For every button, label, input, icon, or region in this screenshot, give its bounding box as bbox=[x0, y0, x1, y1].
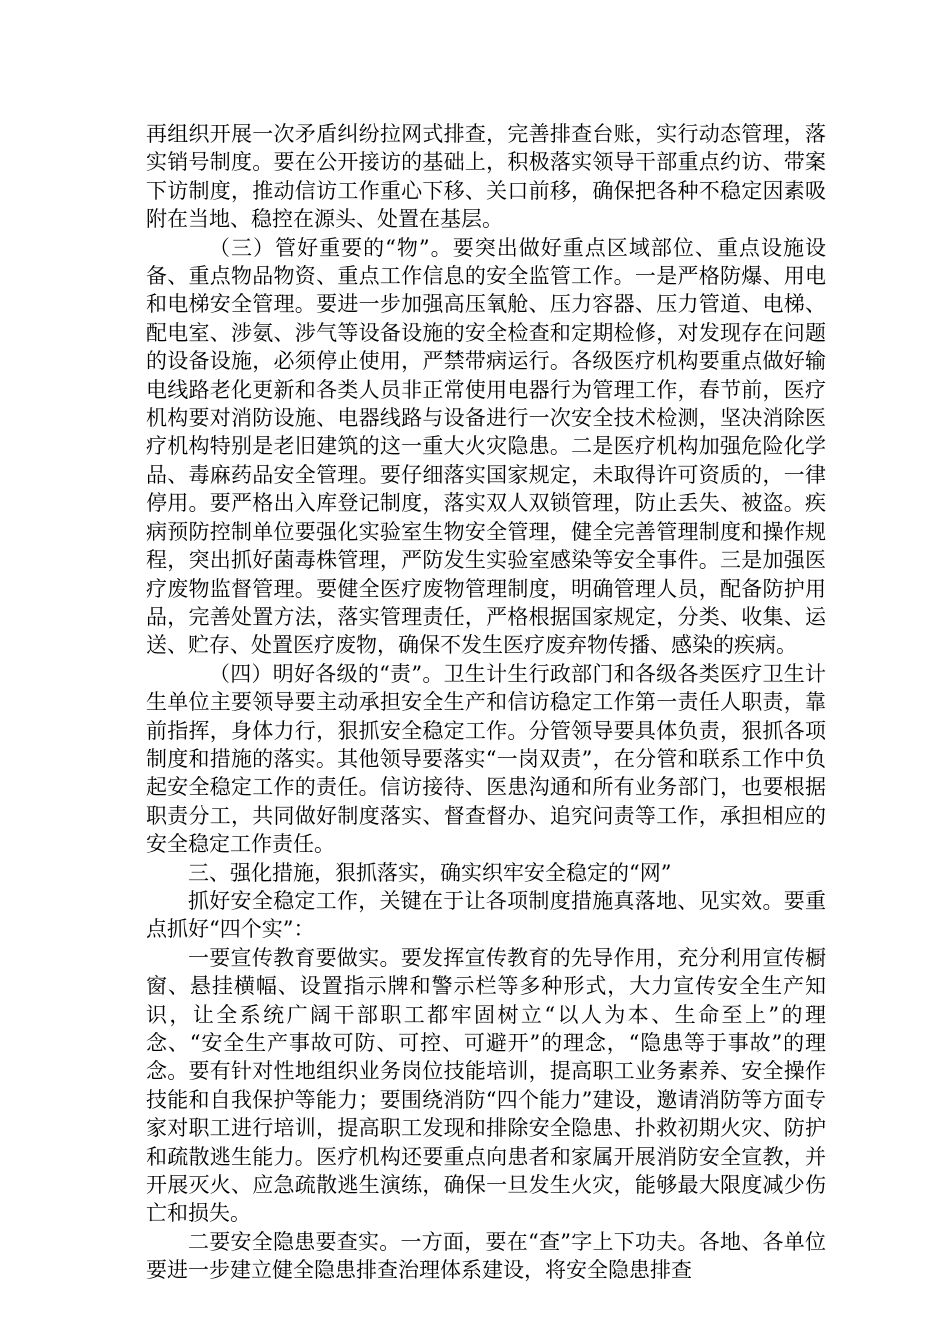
section-heading-three: 三、强化措施，狠抓落实，确实织牢安全稳定的“网” bbox=[188, 860, 672, 885]
paragraph-section-three-materials: （三）管好重要的“物”。要突出做好重点区域部位、重点设施设备、重点物品物资、重点工作信息的安全监管工作。一是严格防爆、用电和电梯安全管理。要进一步加强高压氧舱、压力容器、压力管道、电梯、配电室、涉氨、涉气等设备设施的安全检查和定期检修，对发现存在问题的设备设施，必须停止使用，严禁带病运行。各级医疗机构要重点做好输电线路老化更新和各类人员非正常使用电器行为管理工作，春节前，医疗机构要对消防设施、电器线路与设备进行一次安全技术检测，坚决消除医疗机构特别是老旧建筑的这一重大火灾隐患。二是医疗机构加强危险化学品、毒麻药品安全管理。要仔细落实国家规定，未取得许可资质的，一律停用。要严格出入库登记制度，落实双人双锁管理，防止丢失、被盗。疾病预防控制单位要强化实验室生物安全管理，健全完善管理制度和操作规程，突出抓好菌毒株管理，严防发生实验室感染等安全事件。三是加强医疗废物监督管理。要健全医疗废物管理制度，明确管理人员，配备防护用品，完善处置方法，落实管理责任，严格根据国家规定，分类、收集、运送、贮存、处置医疗废物，确保不发生医疗废弃物传播、感染的疾病。 bbox=[146, 235, 826, 658]
paragraph-four-implementations-intro: 抓好安全稳定工作，关键在于让各项制度措施真落地、见实效。要重点抓好“四个实”： bbox=[146, 888, 826, 942]
paragraph-section-four-responsibility: （四）明好各级的“责”。卫生计生行政部门和各级各类医疗卫生计生单位主要领导要主动承担安全生产和信访稳定工作第一责任人职责，靠前指挥，身体力行，狠抓安全稳定工作。分管领导要具体负责，狠抓各项制度和措施的落实。其他领导要落实“一岗双责”，在分管和联系工作中负起安全稳定工作的责任。信访接待、医患沟通和所有业务部门，也要根据职责分工，共同做好制度落实、督查督办、追究问责等工作，承担相应的安全稳定工作责任。 bbox=[146, 661, 826, 857]
paragraph-continuation: 再组织开展一次矛盾纠纷拉网式排查，完善排查台账，实行动态管理，落实销号制度。要在公开接访的基础上，积极落实领导干部重点约访、带案下访制度，推动信访工作重心下移、关口前移，确保把各种不稳定因素吸附在当地、稳控在源头、处置在基层。 bbox=[146, 122, 826, 232]
paragraph-education: 一要宣传教育要做实。要发挥宣传教育的先导作用，充分利用宣传橱窗、悬挂横幅、设置指示牌和警示栏等多种形式，大力宣传安全生产知识，让全系统广阔干部职工都牢固树立“以人为本、生命至上”的理念、“安全生产事故可防、可控、可避开”的理念，“隐患等于事故”的理念。要有针对性地组织业务岗位技能培训，提高职工业务素养、安全操作技能和自我保护等能力；要围绕消防“四个能力”建设，邀请消防等方面专家对职工进行培训，提高职工发现和排除安全隐患、扑救初期火灾、防护和疏散逃生能力。医疗机构还要重点向患者和家属开展消防安全宣教，并开展灭火、应急疏散逃生演练，确保一旦发生火灾，能够最大限度减少伤亡和损失。 bbox=[146, 945, 826, 1226]
document-body bbox=[146, 120, 826, 1285]
paragraph-hazard-inspection: 二要安全隐患要查实。一方面，要在“查”字上下功夫。各地、各单位要进一步建立健全隐患排查治理体系建设，将安全隐患排查 bbox=[146, 1229, 826, 1283]
